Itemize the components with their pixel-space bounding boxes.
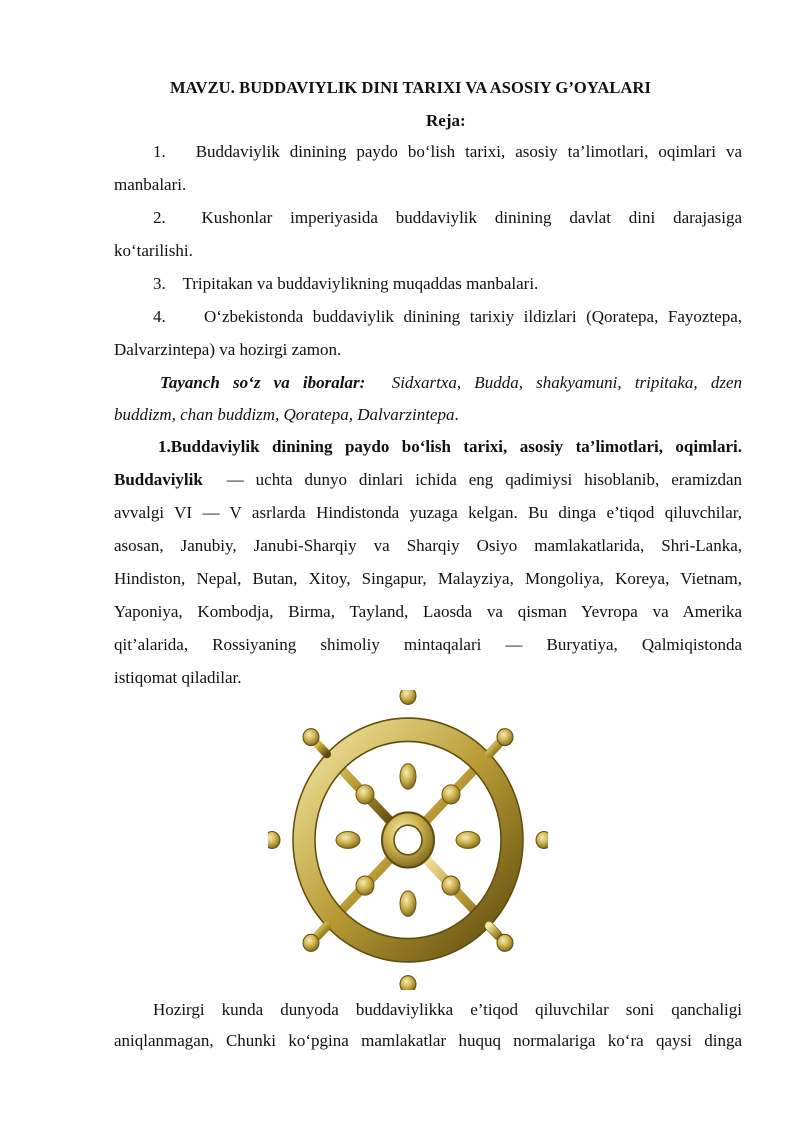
keywords-line-1 bbox=[160, 373, 742, 393]
plan-item-text: Tripitakan va buddaviylikning muqaddas manbalari. bbox=[182, 274, 539, 293]
plan-item-number: 4. bbox=[153, 307, 166, 326]
section-1-term: Buddaviylik bbox=[114, 470, 203, 489]
plan-item-4-line-2: Dalvarzintepa) va hozirgi zamon. bbox=[114, 340, 342, 359]
keywords-text-cont: buddizm, chan buddizm, Qoratepa, Dalvarzintepa bbox=[114, 405, 455, 424]
section-1-line-4: Hindiston, Nepal, Butan, Xitoy, Singapur, Malayziya, Mongoliya, Koreya, Vietnam, bbox=[114, 569, 742, 588]
keywords-text: Sidxartxa, Budda, shakyamuni, tripitaka, dzen bbox=[391, 373, 743, 392]
plan-item-number: 1. bbox=[153, 142, 166, 161]
section-1-line-6: qit’alarida, Rossiyaning shimoliy mintaqalari — Buryatiya, Qalmiqistonda bbox=[114, 635, 742, 654]
section-1-heading: 1.Buddaviylik dinining paydo bo‘lish tarixi, asosiy ta’limotlari, oqimlari. bbox=[158, 437, 742, 456]
plan-item-number: 2. bbox=[153, 208, 166, 227]
plan-item-2-line-2: ko‘tarilishi. bbox=[114, 241, 193, 260]
plan-heading: Reja: bbox=[426, 111, 466, 130]
plan-item-2-line-1 bbox=[153, 208, 742, 228]
plan-item-text: Kushonlar imperiyasida buddaviylik dinining davlat dini darajasiga bbox=[201, 208, 743, 227]
section-1-line-7: istiqomat qiladilar. bbox=[114, 668, 242, 687]
plan-item-text: O‘zbekistonda buddaviylik dinining tarixiy ildizlari (Qoratepa, Fayoztepa, bbox=[204, 307, 742, 326]
plan-item-1-line-2: manbalari. bbox=[114, 175, 187, 194]
section-1-line-3: asosan, Janubiy, Janubi-Sharqiy va Sharqiy Osiyo mamlakatlarida, Shri-Lanka, bbox=[114, 536, 742, 555]
plan-item-1-line-1 bbox=[153, 142, 742, 162]
dharma-wheel-icon bbox=[268, 690, 548, 990]
document-title: MAVZU. BUDDAVIYLIK DINI TARIXI VA ASOSIY G’OYALARI bbox=[170, 78, 652, 97]
plan-item-number: 3. bbox=[153, 274, 166, 293]
section-1-text: — uchta dunyo dinlari ichida eng qadimiysi hisoblanib, eramizdan bbox=[226, 470, 743, 489]
section-1-line-1 bbox=[114, 470, 742, 490]
paragraph-after-image-line-1: Hozirgi kunda dunyoda buddaviylikka e’tiqod qiluvchilar soni qanchaligi bbox=[153, 1000, 742, 1019]
section-1-line-2: avvalgi VI — V asrlarda Hindistonda yuzaga kelgan. Bu dinga e’tiqod qiluvchilar, bbox=[114, 503, 742, 522]
plan-item-3-line-1 bbox=[153, 274, 742, 294]
keywords-label: Tayanch so‘z va iboralar: bbox=[160, 373, 366, 392]
section-1-line-5: Yaponiya, Kombodja, Birma, Tayland, Laosda va qisman Yevropa va Amerika bbox=[114, 602, 742, 621]
paragraph-after-image-line-2: aniqlanmagan, Chunki ko‘pgina mamlakatlar huquq normalariga ko‘ra qaysi dinga bbox=[114, 1031, 742, 1050]
keywords-line-2 bbox=[114, 405, 742, 425]
plan-item-4-line-1 bbox=[153, 307, 742, 327]
keywords-period: . bbox=[454, 405, 459, 424]
plan-item-text: Buddaviylik dinining paydo bo‘lish tarixi, asosiy ta’limotlari, oqimlari va bbox=[195, 142, 742, 161]
